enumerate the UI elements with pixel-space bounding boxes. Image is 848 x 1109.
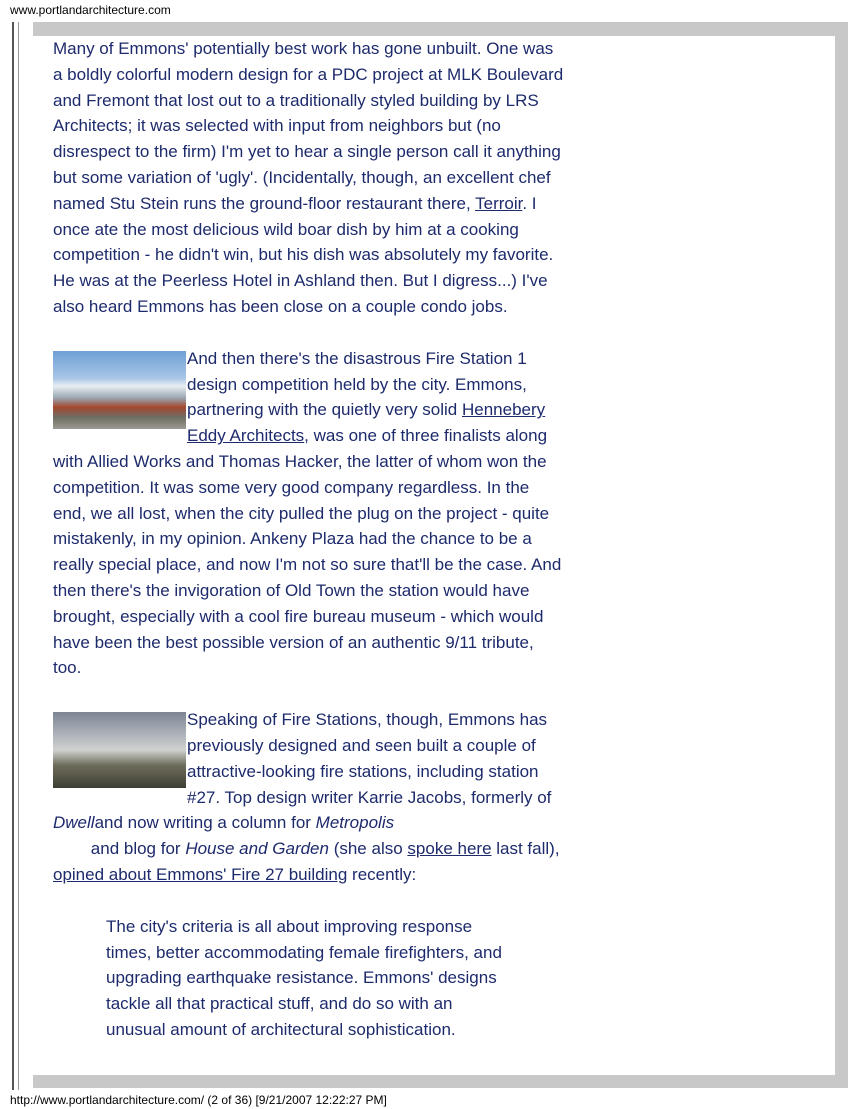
paragraph-unbuilt-work [53, 36, 565, 320]
text: (she also [328, 839, 408, 859]
hennebery-eddy-link[interactable]: Hennebery Eddy Architects [187, 400, 546, 446]
fire-station-27-image [53, 712, 186, 788]
top-gray-bar [33, 22, 848, 36]
opined-link[interactable]: opined about Emmons' Fire 27 building [53, 864, 348, 884]
fire-station-1-image [53, 351, 186, 429]
print-footer: http://www.portlandarchitecture.com/ (2 of 36) [9/21/2007 12:22:27 PM] [10, 1093, 387, 1107]
text: Many of Emmons' potentially best work has gone unbuilt. One was a boldly colorful modern design for a PDC project at MLK Boulevard and Fremont that lost out to a traditionally styled building by LRS Architects; it was selected with input from neighbors but (no disrespect to the firm) I'm yet to hear a single person call it anything but some variation of 'ugly'. (Incidentally, though, an excellent chef named Stu Stein runs the ground-floor restaurant there, [53, 39, 564, 213]
metropolis-title: Metropolis [315, 813, 395, 833]
right-gray-bar [835, 22, 848, 1088]
text: last fall), [491, 839, 560, 859]
frame-border [12, 22, 14, 1090]
print-header-url: www.portlandarchitecture.com [10, 3, 171, 17]
paragraph-fire-station-27 [53, 707, 565, 888]
paragraph-fire-station-1 [53, 346, 565, 681]
text: and now writing a column for [94, 813, 316, 833]
frame-border [18, 22, 19, 1090]
text: , was one of three finalists along with Allied Works and Thomas Hacker, the latter of whom won the competition. It was some very good company regardless. In the end, we all lost, when the city pulled the plug on the project - quite mistakenly, in my opinion. Ankeny Plaza had the chance to be a really special place, and now I'm not so sure that'll be the case. And then there's the invigoration of Old Town the station would have brought, especially with a cool fire bureau museum - which would have been the best possible version of an authentic 9/11 tribute, too. [53, 426, 562, 678]
dwell-title: Dwell [53, 813, 95, 833]
text: Speaking of Fire Stations, though, Emmons has previously designed and seen built a couple of attractive-looking fire stations, including station #27. Top design writer Karrie Jacobs, formerly of [187, 710, 552, 807]
text: recently: [347, 864, 417, 884]
bottom-gray-bar [33, 1075, 848, 1088]
text: and blog for [53, 839, 186, 859]
text: And then there's the disastrous Fire Station 1 design competition held by the city. Emmons, partnering with the quietly very solid [187, 348, 527, 420]
blockquote: The city's criteria is all about improving response times, better accommodating female firefighters, and upgrading earthquake resistance. Emmons' designs tackle all that practical stuff, and do so with an unusual amount of architectural sophistication. [106, 916, 502, 1039]
article-body [53, 36, 565, 1043]
text: . I once ate the most delicious wild boar dish by him at a cooking competition - he didn't win, but his dish was absolutely my favorite. He was at the Peerless Hotel in Ashland then. But I digress...) I've also heard Emmons has been close on a couple condo jobs. [53, 193, 554, 316]
house-and-garden-title: House and Garden [185, 839, 329, 859]
spoke-here-link[interactable]: spoke here [407, 839, 492, 859]
terroir-link[interactable]: Terroir [475, 193, 523, 213]
